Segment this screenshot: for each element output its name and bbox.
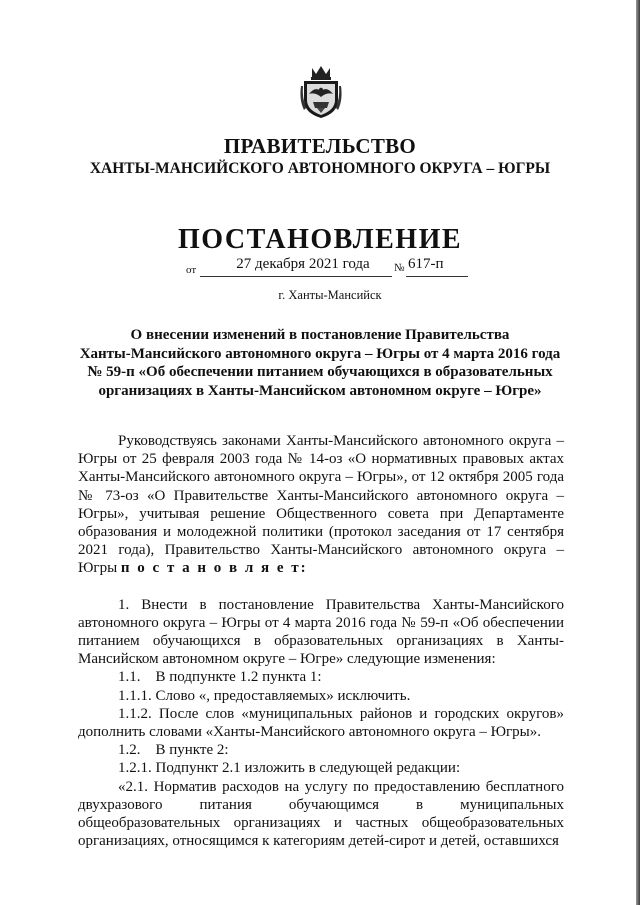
- item-1-1-1: 1.1.1. Слово «, предоставляемых» исключить.: [118, 687, 411, 704]
- subject-line: Ханты-Мансийского автономного округа – Югры от 4 марта 2016 года: [79, 345, 561, 362]
- org-title-line-2: ХАНТЫ-МАНСИЙСКОГО АВТОНОМНОГО ОКРУГА – ЮГРЫ: [89, 160, 551, 177]
- subject-line: организациях в Ханты-Мансийском автономном округе – Югре»: [98, 382, 542, 399]
- khmao-coat-of-arms-icon: [299, 64, 343, 120]
- preamble-paragraph: [78, 432, 564, 578]
- org-title-line-1: ПРАВИТЕЛЬСТВО: [223, 134, 417, 158]
- subject-line: № 59-п «Об обеспечении питанием обучающихся в образовательных: [87, 364, 553, 380]
- date-underline: [200, 276, 392, 277]
- document-type-title: ПОСТАНОВЛЕНИЕ: [177, 224, 463, 255]
- number-prefix: №: [394, 262, 405, 274]
- preamble-text: Руководствуясь законами Ханты-Мансийского автономного округа – Югры от 25 февраля 2003 года № 14-оз «О нормативных правовых актах Ханты-Мансийского автономного округа – Югры», от 12 октября 2005 года № 73-оз «О Правительстве Ханты-Мансийского автономного округа – Югры», учитывая решение Общественного совета при Департаменте образования и молодежной политики (протокол заседания от 17 сентября 2021 года), Правительство Ханты-Мансийского автономного округа – Югры: [78, 433, 564, 577]
- number-underline: [406, 276, 468, 277]
- document-date: 27 декабря 2021 года: [236, 256, 370, 272]
- date-prefix: от: [186, 264, 197, 276]
- scan-edge: [636, 0, 640, 905]
- item-1-1-2: 1.1.2. После слов «муниципальных районов и городских округов» дополнить словами «Ханты-Мансийского автономного округа – Югры».: [78, 705, 564, 741]
- document-body: [78, 432, 564, 850]
- item-2-1-quote: «2.1. Норматив расходов на услугу по предоставлению бесплатного двухразового питания обучающимся в муниципальных общеобразовательных организациях и частных общеобразовательных организациях, относящимся к категориям детей-сирот и детей, оставшихся: [78, 778, 564, 850]
- decree-word: п о с т а н о в л я е т:: [120, 560, 308, 577]
- date-number-line: [186, 256, 476, 280]
- item-1-2-1: 1.2.1. Подпункт 2.1 изложить в следующей редакции:: [118, 760, 461, 777]
- document-city: г. Ханты-Мансийск: [278, 288, 382, 302]
- subject-line: О внесении изменений в постановление Правительства: [130, 327, 510, 343]
- item-1-1: 1.1. В подпункте 1.2 пункта 1:: [118, 669, 322, 686]
- document-subject: [70, 326, 570, 400]
- item-1-2: 1.2. В пункте 2:: [118, 742, 229, 759]
- document-number: 617-п: [408, 256, 444, 272]
- item-1: 1. Внести в постановление Правительства Ханты-Мансийского автономного округа – Югры от 4 марта 2016 года № 59-п «Об обеспечении питанием обучающихся в образовательных организациях в Ханты-Мансийском автономном округе – Югре» следующие изменения:: [78, 596, 564, 668]
